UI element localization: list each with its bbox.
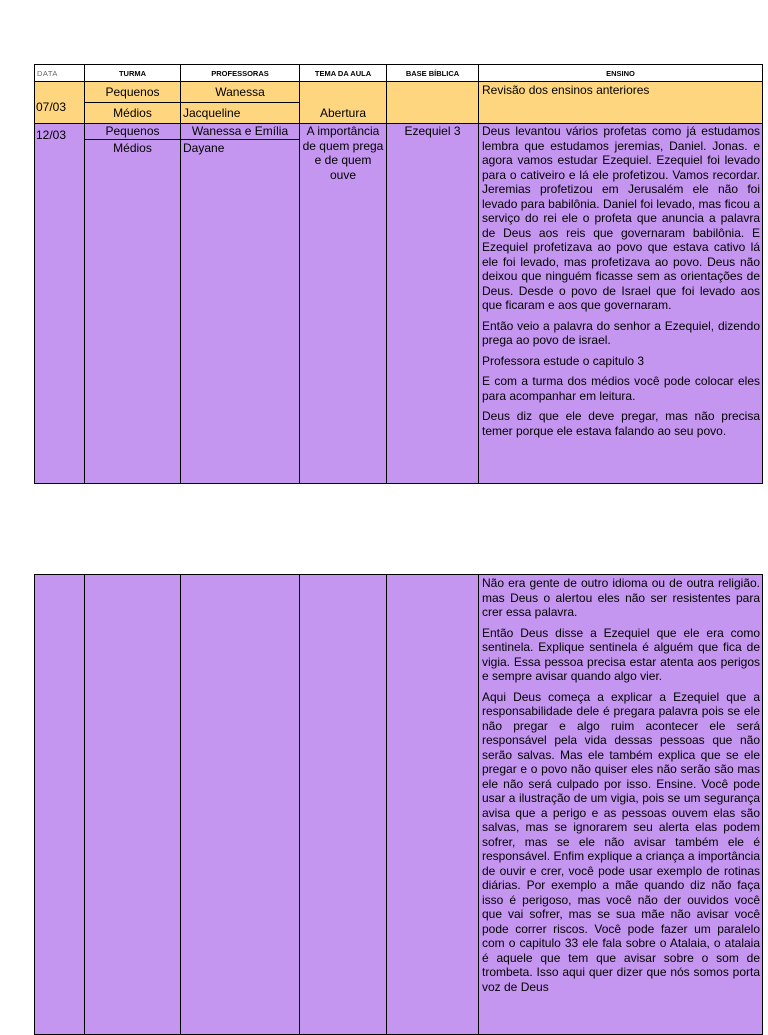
lesson-table-page-2 — [34, 574, 763, 1035]
header-professoras: PROFESSORAS — [181, 65, 300, 82]
table-row — [35, 124, 763, 484]
professora-b: Jacqueline — [183, 106, 241, 120]
ensino-paragraph: E com a turma dos médios você pode colocar eles para acompanhar em leitura. — [482, 374, 760, 403]
header-turma: TURMA — [85, 65, 181, 82]
lesson-table-page-1 — [34, 64, 763, 484]
ensino-paragraph: Então Deus disse a Ezequiel que ele era como sentinela. Explique sentinela é alguém que fica de vigia. Essa pessoa precisa estar atenta aos perigos e sempre avisar quando algo vier. — [482, 625, 760, 683]
ensino-paragraph: Então veio a palavra do senhor a Ezequiel, dizendo prega ao povo de israel. — [482, 318, 760, 347]
professora-b: Dayane — [183, 141, 225, 155]
header-ensino: ENSINO — [479, 65, 763, 82]
professora-a: Wanessa e Emília — [181, 124, 299, 140]
table-header-row — [35, 65, 763, 82]
ensino-paragraph: Aqui Deus começa a explicar a Ezequiel que a responsabilidade dele é pregara palavra pois se ele não pregar e algo ruim acontecer ele será responsável pela vida dessas pessoas que não serão salvas. Mas ele também explica que se ele pregar e o povo não quiser eles não serão são mas ele não será culpado por isso. Ensine. Você pode usar a ilustração de um vigia, pois se um segurança avisa que a perigo e as pessoas ouvem elas são salvas, mas se ignorarem seu alerta elas podem sofrer, mas se ele não avisar também ele é responsável. Enfim explique a criança a importância de ouvir e crer, você pode usar exemplo de rotinas diárias. Por exemplo a mãe quando diz não faça isso é perigoso, mas você não der ouvidos você que vai sofrer, mas se sua mãe não avisar você pode correr riscos. Você pode fazer um paralelo com o capitulo 33 ele fala sobre o Atalaia, o atalaia é aquele que tem que avisar sobre o som de trombeta. Isso aqui quer dizer que nós somos porta voz de Deus — [482, 689, 760, 994]
tema-aula: Abertura — [319, 106, 367, 120]
ensino-paragraph: Professora estude o capitulo 3 — [482, 353, 645, 368]
turma-pequenos: Pequenos — [85, 82, 180, 103]
header-tema: TEMA DA AULA — [300, 65, 387, 82]
header-base: BASE BÍBLICA — [387, 65, 479, 82]
ensino-text: Revisão dos ensinos anteriores — [482, 83, 650, 97]
table-row — [35, 575, 763, 1035]
base-biblica: Ezequiel 3 — [404, 124, 461, 138]
professora-a: Wanessa — [181, 82, 299, 103]
turma-medios: Médios — [113, 141, 152, 155]
header-data: DATA — [35, 65, 85, 82]
turma-medios: Médios — [113, 106, 152, 120]
ensino-paragraph: Deus diz que ele deve pregar, mas não precisa temer porque ele estava falando ao seu povo. — [482, 409, 760, 438]
base-biblica — [387, 82, 479, 124]
row-date: 12/03 — [36, 128, 67, 142]
turma-pequenos: Pequenos — [85, 124, 180, 140]
ensino-paragraph: Deus levantou vários profetas como já estudamos lembra que estudamos jeremias, Daniel. Jonas. e agora vamos estudar Ezequiel. Ezequiel foi levado para o cativeiro e lá ele profetizou. Vamos recordar. Jeremias profetizou em Jerusalém ele não foi levado para babilônia. Daniel foi levado, mas ficou a serviço do rei ele o profeta que anuncia a palavra de Deus aos reis que governaram babilônia. E Ezequiel profetizava ao povo que estava cativo lá ele foi levado, mas profetizava ao povo. Deus não deixou que ninguém ficasse sem as orientações de Deus. Desde o povo de Israel que foi levado aos que ficaram e aos que governaram. — [482, 124, 760, 312]
ensino-paragraph: Não era gente de outro idioma ou de outra religião. mas Deus o alertou eles não ser resistentes para crer essa palavra. — [482, 576, 760, 619]
tema-aula: A importância de quem prega e de quem ouve — [302, 124, 384, 182]
row-date: 07/03 — [36, 99, 67, 114]
table-row — [35, 82, 763, 124]
